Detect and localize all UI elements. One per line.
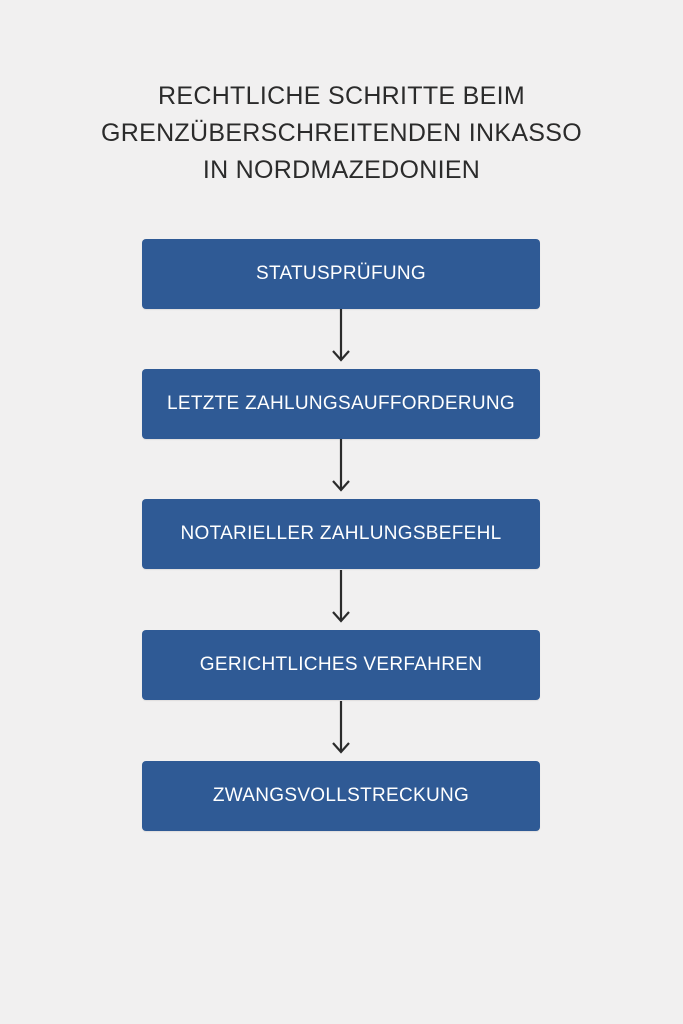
step-zwangsvollstreckung	[142, 761, 540, 831]
arrow-down-icon	[331, 439, 351, 497]
step-gerichtliches-verfahren	[142, 630, 540, 700]
arrow-down-icon	[331, 309, 351, 367]
arrow-down-icon	[331, 701, 351, 759]
step-label: STATUSPRÜFUNG	[256, 263, 426, 284]
title-line-1: RECHTLICHE SCHRITTE BEIM	[158, 82, 525, 110]
step-label: NOTARIELLER ZAHLUNGSBEFEHL	[180, 523, 502, 544]
title-line-2: GRENZÜBERSCHREITENDEN INKASSO	[101, 119, 582, 147]
step-letzte-zahlungsaufforderung	[142, 369, 540, 439]
step-label: LETZTE ZAHLUNGSAUFFORDERUNG	[166, 393, 515, 414]
step-statuspruefung	[142, 239, 540, 309]
step-notarieller-zahlungsbefehl	[142, 499, 540, 569]
arrow-down-icon	[331, 570, 351, 628]
step-label: GERICHTLICHES VERFAHREN	[199, 654, 483, 675]
diagram-title	[0, 78, 683, 189]
title-line-3: IN NORDMAZEDONIEN	[202, 156, 481, 184]
step-label: ZWANGSVOLLSTRECKUNG	[212, 785, 470, 806]
